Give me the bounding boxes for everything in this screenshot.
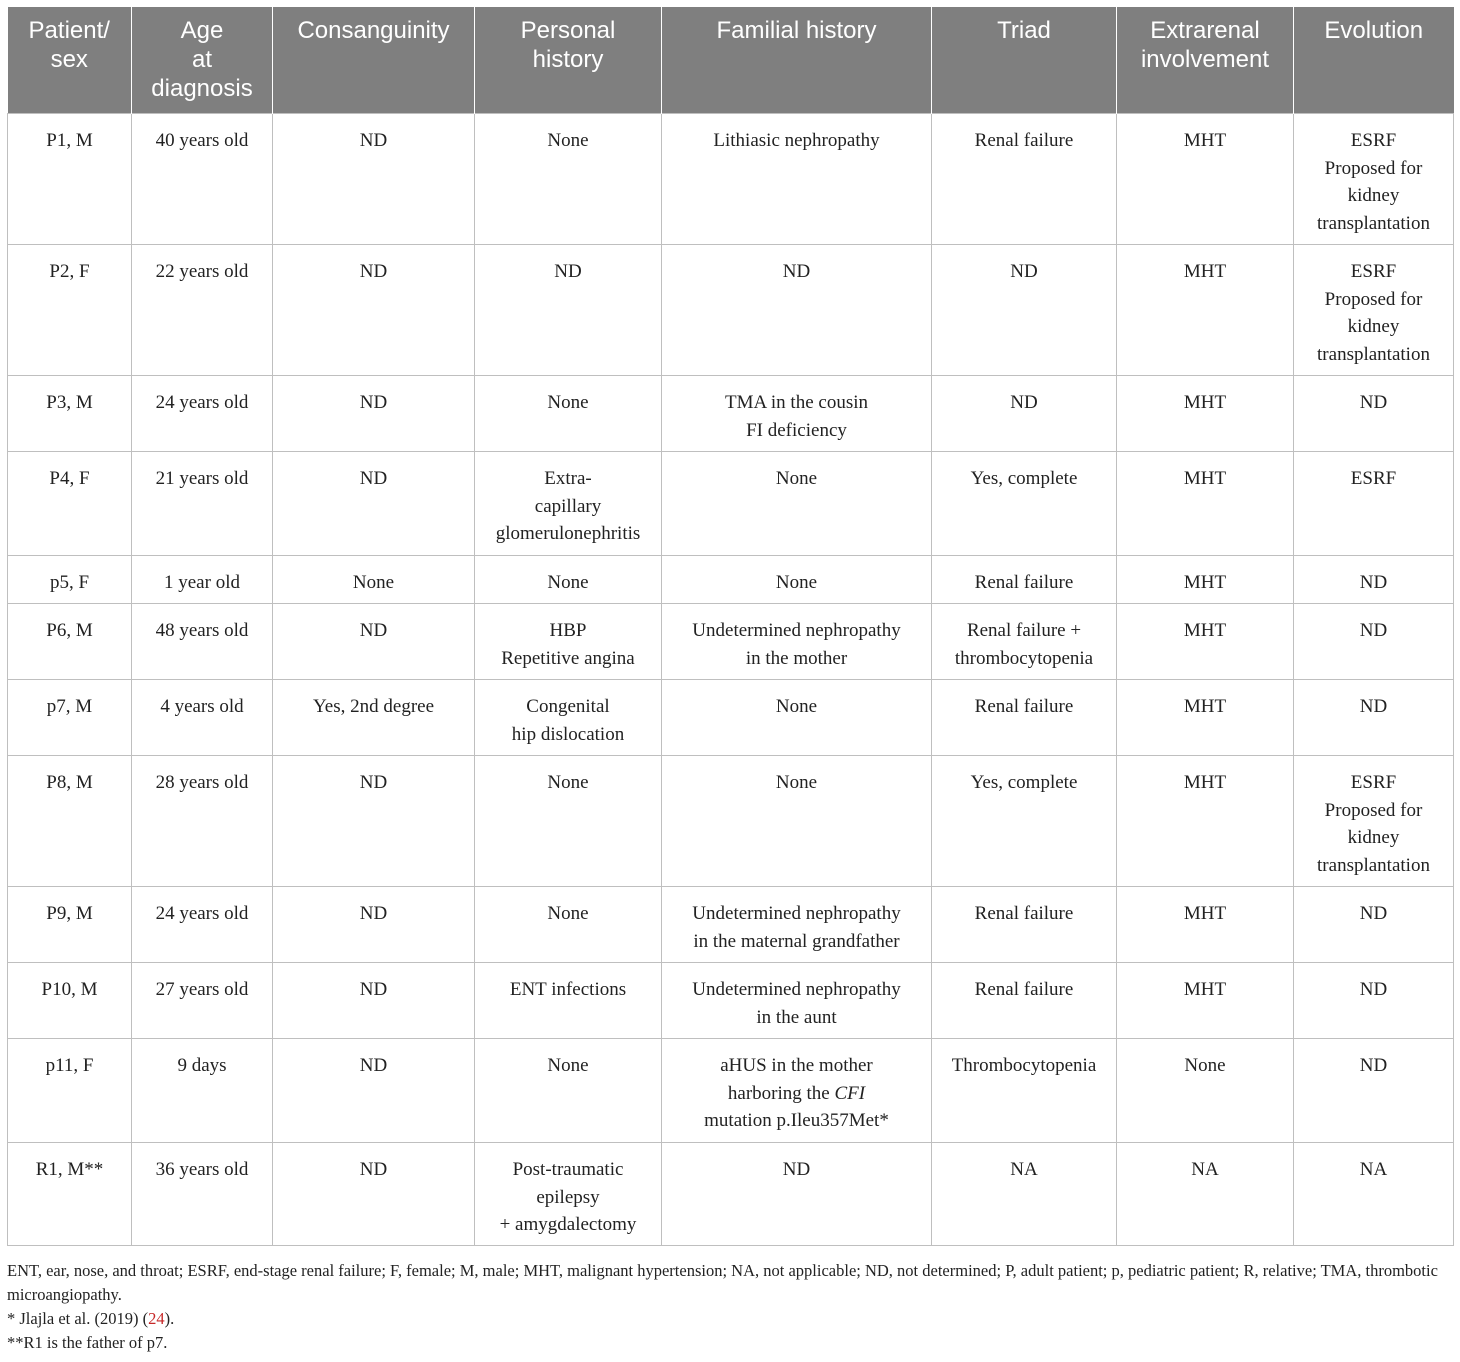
cell-extrarenal: MHT [1117, 452, 1294, 556]
cell-evolution: NA [1294, 1143, 1454, 1246]
cell-patient-sex: P6, M [8, 604, 132, 680]
header-row [8, 7, 1454, 114]
cell-triad: Yes, complete [932, 452, 1117, 556]
cell-personal-history: Congenital hip dislocation [475, 680, 662, 756]
cell-extrarenal: MHT [1117, 114, 1294, 245]
cell-extrarenal: MHT [1117, 376, 1294, 452]
cell-familial-history: Undetermined nephropathy in the aunt [662, 963, 932, 1039]
cell-evolution: ND [1294, 1039, 1454, 1143]
table-row [8, 114, 1454, 245]
cell-age: 27 years old [132, 963, 273, 1039]
cell-familial-history: None [662, 680, 932, 756]
cell-familial-history: Undetermined nephropathy in the mother [662, 604, 932, 680]
header-consanguinity: Consanguinity [273, 7, 475, 114]
cell-triad: Renal failure [932, 887, 1117, 963]
cell-triad: Renal failure [932, 963, 1117, 1039]
cell-consanguinity: ND [273, 963, 475, 1039]
cell-extrarenal: MHT [1117, 556, 1294, 604]
cell-evolution: ESRF [1294, 452, 1454, 556]
header-patient-sex: Patient/ sex [8, 7, 132, 114]
cell-consanguinity: ND [273, 376, 475, 452]
cell-consanguinity: ND [273, 887, 475, 963]
cell-evolution: ND [1294, 376, 1454, 452]
cell-personal-history: None [475, 887, 662, 963]
cell-age: 21 years old [132, 452, 273, 556]
cell-triad: NA [932, 1143, 1117, 1246]
cell-consanguinity: ND [273, 1143, 475, 1246]
cell-personal-history: None [475, 114, 662, 245]
cell-consanguinity: ND [273, 114, 475, 245]
cell-consanguinity: None [273, 556, 475, 604]
cell-evolution: ND [1294, 680, 1454, 756]
cell-triad: ND [932, 245, 1117, 376]
cell-evolution: ND [1294, 887, 1454, 963]
cell-familial-history: aHUS in the mother harboring the CFI mutation p.Ileu357Met* [662, 1039, 932, 1143]
cell-extrarenal: MHT [1117, 680, 1294, 756]
footnote-ref-end: ). [164, 1309, 175, 1328]
cell-personal-history: None [475, 376, 662, 452]
cell-age: 1 year old [132, 556, 273, 604]
header-age: Age at diagnosis [132, 7, 273, 114]
cell-patient-sex: P1, M [8, 114, 132, 245]
cell-extrarenal: MHT [1117, 887, 1294, 963]
cell-evolution: ESRF Proposed for kidney transplantation [1294, 245, 1454, 376]
cell-triad: Yes, complete [932, 756, 1117, 887]
cell-patient-sex: p11, F [8, 1039, 132, 1143]
cell-personal-history: Post-traumatic epilepsy + amygdalectomy [475, 1143, 662, 1246]
table-row [8, 452, 1454, 556]
cell-evolution: ND [1294, 604, 1454, 680]
table-row [8, 604, 1454, 680]
header-familial-history: Familial history [662, 7, 932, 114]
cell-extrarenal: NA [1117, 1143, 1294, 1246]
cell-personal-history: HBP Repetitive angina [475, 604, 662, 680]
cell-personal-history: None [475, 1039, 662, 1143]
footnote-relative: **R1 is the father of p7. [7, 1333, 168, 1352]
cell-patient-sex: P10, M [8, 963, 132, 1039]
cell-consanguinity: ND [273, 756, 475, 887]
table-row [8, 1143, 1454, 1246]
cell-familial-history: None [662, 556, 932, 604]
cell-familial-history: None [662, 756, 932, 887]
cell-triad: Renal failure [932, 680, 1117, 756]
header-triad: Triad [932, 7, 1117, 114]
cell-age: 24 years old [132, 376, 273, 452]
cell-extrarenal: None [1117, 1039, 1294, 1143]
cell-extrarenal: MHT [1117, 963, 1294, 1039]
cell-extrarenal: MHT [1117, 756, 1294, 887]
cell-age: 24 years old [132, 887, 273, 963]
cell-patient-sex: P3, M [8, 376, 132, 452]
cell-personal-history: ENT infections [475, 963, 662, 1039]
cell-personal-history: None [475, 756, 662, 887]
cell-familial-history: ND [662, 245, 932, 376]
cell-familial-history: ND [662, 1143, 932, 1246]
table-row [8, 680, 1454, 756]
cell-familial-history: Lithiasic nephropathy [662, 114, 932, 245]
cell-triad: Renal failure [932, 556, 1117, 604]
cell-triad: Renal failure [932, 114, 1117, 245]
cell-extrarenal: MHT [1117, 604, 1294, 680]
footnote-reference [7, 1307, 1453, 1331]
table-row [8, 556, 1454, 604]
table-row [8, 963, 1454, 1039]
cell-patient-sex: p7, M [8, 680, 132, 756]
cell-patient-sex: R1, M** [8, 1143, 132, 1246]
cell-evolution: ESRF Proposed for kidney transplantation [1294, 114, 1454, 245]
cell-patient-sex: p5, F [8, 556, 132, 604]
cell-consanguinity: Yes, 2nd degree [273, 680, 475, 756]
footnote-ref-text: * Jlajla et al. (2019) ( [7, 1309, 149, 1328]
cell-consanguinity: ND [273, 245, 475, 376]
cell-age: 22 years old [132, 245, 273, 376]
cell-age: 36 years old [132, 1143, 273, 1246]
cell-patient-sex: P8, M [8, 756, 132, 887]
table-row [8, 245, 1454, 376]
table-row [8, 756, 1454, 887]
cell-consanguinity: ND [273, 1039, 475, 1143]
cell-patient-sex: P9, M [8, 887, 132, 963]
cell-triad: ND [932, 376, 1117, 452]
cell-personal-history: Extra- capillary glomerulonephritis [475, 452, 662, 556]
cell-consanguinity: ND [273, 452, 475, 556]
header-extrarenal: Extrarenal involvement [1117, 7, 1294, 114]
cell-familial-history: Undetermined nephropathy in the maternal grandfather [662, 887, 932, 963]
cell-age: 9 days [132, 1039, 273, 1143]
cell-triad: Thrombocytopenia [932, 1039, 1117, 1143]
header-personal-history: Personal history [475, 7, 662, 114]
cell-age: 4 years old [132, 680, 273, 756]
cell-patient-sex: P2, F [8, 245, 132, 376]
cell-familial-history: TMA in the cousin FI deficiency [662, 376, 932, 452]
cell-familial-history: None [662, 452, 932, 556]
patient-table [7, 7, 1454, 1246]
cell-age: 48 years old [132, 604, 273, 680]
cell-age: 28 years old [132, 756, 273, 887]
table-row [8, 376, 1454, 452]
table-row [8, 887, 1454, 963]
cell-evolution: ND [1294, 963, 1454, 1039]
cell-evolution: ESRF Proposed for kidney transplantation [1294, 756, 1454, 887]
cell-consanguinity: ND [273, 604, 475, 680]
cell-triad: Renal failure + thrombocytopenia [932, 604, 1117, 680]
cell-personal-history: ND [475, 245, 662, 376]
citation-link[interactable]: 24 [148, 1309, 165, 1328]
header-evolution: Evolution [1294, 7, 1454, 114]
cell-extrarenal: MHT [1117, 245, 1294, 376]
cell-personal-history: None [475, 556, 662, 604]
table-row [8, 1039, 1454, 1143]
cell-evolution: ND [1294, 556, 1454, 604]
cell-age: 40 years old [132, 114, 273, 245]
footnote-abbreviations: ENT, ear, nose, and throat; ESRF, end-stage renal failure; F, female; M, male; MHT, malignant hypertension; NA, not applicable; ND, not determined; P, adult patient; p, pediatric patient; R, relative; TMA, thrombotic microangiopathy. [7, 1261, 1438, 1304]
cell-patient-sex: P4, F [8, 452, 132, 556]
